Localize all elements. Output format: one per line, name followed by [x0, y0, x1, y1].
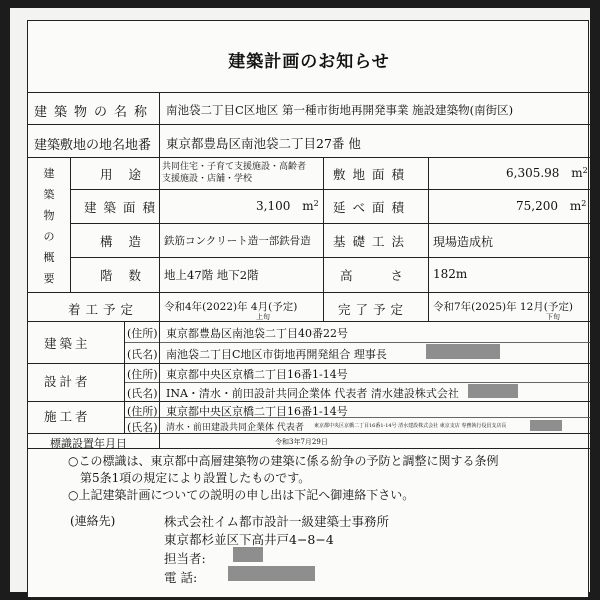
floor-area-unit-sup: 2	[581, 199, 587, 208]
site-location-value: 東京都豊島区南池袋二丁目27番 他	[166, 136, 361, 151]
start-value: 令和4年(2022)年 4月(予定)	[164, 301, 298, 313]
use-value	[162, 161, 306, 185]
designer-name: INA・清水・前田設計共同企業体 代表者 清水建設株式会社	[166, 387, 459, 400]
sign-board	[10, 8, 590, 592]
contractor-name: 清水・前田建設共同企業体 代表者	[166, 423, 304, 433]
contact-phone-label: 電 話:	[164, 570, 198, 585]
designer-label: 設計者	[44, 374, 91, 389]
contractor-addr-tag: (住所)	[127, 405, 158, 418]
note-line-2: 第5条1項の規定により設置したものです。	[80, 471, 311, 485]
designer-name-tag: (氏名)	[127, 387, 158, 400]
contractor-name-detail: 東京都中央区京橋二丁目16番1-14号 清水建設株式会社 東京支店 専務執行役員支店長	[314, 423, 507, 429]
building-name-label: 建築物の名称	[34, 105, 155, 120]
posting-date-label: 標識設置年月日	[50, 437, 127, 450]
finish-value: 令和7年(2025)年 12月(予定)	[433, 301, 573, 313]
contact-address: 東京都杉並区下高井戸4−8−4	[164, 532, 334, 547]
contractor-addr: 東京都中央区京橋二丁目16番1-14号	[166, 405, 348, 418]
building-area-unit: m	[302, 199, 314, 213]
floor-area-unit: m	[569, 199, 582, 213]
finish-sub: 下旬	[546, 313, 560, 321]
posting-date-value: 令和3年7月29日	[275, 438, 328, 446]
owner-name: 南池袋二丁目C地区市街地再開発組合 理事長	[166, 348, 387, 361]
site-area-unit: m	[571, 166, 583, 180]
site-location-label: 建築敷地の地名地番	[34, 138, 152, 153]
building-name-value: 南池袋二丁目C区地区 第一種市街地再開発事業 施設建築物(南街区)	[166, 103, 514, 117]
redaction	[228, 566, 315, 581]
notice-sheet	[27, 20, 589, 598]
redaction	[468, 384, 518, 398]
contact-person-label: 担当者:	[164, 551, 206, 566]
floors-value: 地上47階 地下2階	[164, 268, 259, 282]
site-area-label: 敷地面積	[333, 167, 412, 182]
owner-addr-tag: (住所)	[127, 327, 158, 340]
start-label: 着工予定	[68, 302, 139, 317]
finish-label: 完了予定	[338, 302, 409, 317]
floor-area-label: 延べ面積	[333, 200, 412, 215]
building-area-label: 建築面積	[84, 200, 163, 215]
redaction	[530, 420, 562, 431]
designer-addr-tag: (住所)	[127, 368, 158, 381]
note-line-1: ○この標識は、東京都中高層建築物の建築に係る紛争の予防と調整に関する条例	[68, 454, 499, 468]
site-area	[506, 166, 588, 180]
foundation-value: 現場造成杭	[433, 235, 494, 249]
owner-label: 建築主	[44, 336, 91, 351]
page-title: 建築計画のお知らせ	[228, 52, 390, 72]
start-sub: 上旬	[256, 313, 270, 321]
building-area	[256, 199, 319, 213]
contact-label: (連絡先)	[70, 514, 116, 528]
contact-company: 株式会社イム都市設計一級建築士事務所	[164, 514, 390, 529]
use-value-line1: 共同住宅・子育て支援施設・高齢者	[162, 162, 307, 172]
designer-addr: 東京都中央区京橋二丁目16番1-14号	[166, 368, 348, 381]
foundation-label: 基礎工法	[333, 234, 412, 249]
structure-value: 鉄筋コンクリート造一部鉄骨造	[164, 235, 311, 247]
height-label: 高さ	[340, 268, 442, 283]
use-label: 用途	[100, 167, 158, 182]
site-area-unit-sup: 2	[582, 166, 588, 175]
overview-side-label: 建築物の概要	[43, 167, 55, 285]
owner-name-tag: (氏名)	[127, 348, 158, 361]
building-area-value: 3,100	[256, 199, 291, 213]
floor-area-value: 75,200	[516, 199, 558, 213]
floor-area	[516, 199, 586, 213]
contractor-label: 施工者	[44, 409, 91, 424]
owner-addr: 東京都豊島区南池袋二丁目40番22号	[166, 327, 348, 340]
structure-label: 構造	[100, 234, 158, 249]
use-value-line2: 支援施設・店舗・学校	[162, 174, 253, 184]
site-area-value: 6,305.98	[506, 166, 560, 180]
contractor-name-tag: (氏名)	[127, 421, 158, 434]
redaction	[426, 344, 500, 359]
floors-label: 階数	[100, 268, 158, 283]
height-value: 182m	[433, 267, 468, 281]
note-line-3: ○上記建築計画についての説明の申し出は下記へ御連絡下さい。	[68, 488, 415, 502]
redaction	[233, 547, 263, 562]
building-area-unit-sup: 2	[313, 199, 319, 208]
